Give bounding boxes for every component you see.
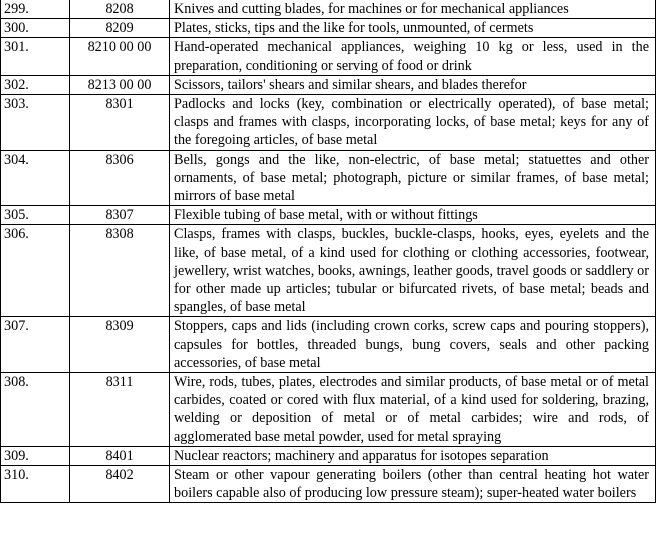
table-row bbox=[1, 19, 656, 38]
description-cell: Padlocks and locks (key, combination or electrically operated), of base metal; clasps and frames with clasps, incorporating locks, of base metal; keys for any of the foregoing articles, of base metal bbox=[170, 95, 656, 151]
serial-number-cell: 306. bbox=[1, 225, 70, 317]
serial-number-cell: 300. bbox=[1, 19, 70, 38]
table-row bbox=[1, 317, 656, 373]
table-row bbox=[1, 75, 656, 94]
serial-number-cell: 309. bbox=[1, 446, 70, 465]
hs-code-cell: 8213 00 00 bbox=[70, 75, 170, 94]
description-cell: Flexible tubing of base metal, with or without fittings bbox=[170, 206, 656, 225]
hs-code-cell: 8308 bbox=[70, 225, 170, 317]
description-cell: Wire, rods, tubes, plates, electrodes and similar products, of base metal or of metal carbides, coated or cored with flux material, of a kind used for soldering, brazing, welding or deposition of metal or of metal carbides; wire and rods, of agglomerated base metal powder, used for metal spraying bbox=[170, 373, 656, 447]
hs-code-cell: 8306 bbox=[70, 150, 170, 206]
table-row bbox=[1, 225, 656, 317]
hs-code-cell: 8301 bbox=[70, 95, 170, 151]
hs-code-cell: 8210 00 00 bbox=[70, 38, 170, 75]
serial-number-cell: 308. bbox=[1, 373, 70, 447]
serial-number-cell: 304. bbox=[1, 150, 70, 206]
description-cell: Stoppers, caps and lids (including crown corks, screw caps and pouring stoppers), capsules for bottles, threaded bungs, bung covers, seals and other packing accessories, of base metal bbox=[170, 317, 656, 373]
description-cell: Nuclear reactors; machinery and apparatus for isotopes separation bbox=[170, 446, 656, 465]
description-cell: Clasps, frames with clasps, buckles, buckle-clasps, hooks, eyes, eyelets and the like, of base metal, of a kind used for clothing or clothing accessories, footwear, jewellery, wrist watches, books, awnings, leather goods, travel goods or saddlery or for other made up articles; tubular or bifurcated rivets, of base metal; beads and spangles, of base metal bbox=[170, 225, 656, 317]
table-row bbox=[1, 206, 656, 225]
hs-code-cell: 8402 bbox=[70, 466, 170, 503]
table-row bbox=[1, 446, 656, 465]
hs-code-cell: 8307 bbox=[70, 206, 170, 225]
table-row bbox=[1, 38, 656, 75]
description-cell: Hand-operated mechanical appliances, weighing 10 kg or less, used in the preparation, conditioning or serving of food or drink bbox=[170, 38, 656, 75]
serial-number-cell: 305. bbox=[1, 206, 70, 225]
hs-code-cell: 8311 bbox=[70, 373, 170, 447]
serial-number-cell: 301. bbox=[1, 38, 70, 75]
description-cell: Bells, gongs and the like, non-electric, of base metal; statuettes and other ornaments, of base metal; photograph, picture or similar frames, of base metal; mirrors of base metal bbox=[170, 150, 656, 206]
table-row bbox=[1, 95, 656, 151]
serial-number-cell: 303. bbox=[1, 95, 70, 151]
serial-number-cell: 310. bbox=[1, 466, 70, 503]
hs-code-cell: 8209 bbox=[70, 19, 170, 38]
serial-number-cell: 307. bbox=[1, 317, 70, 373]
description-cell: Scissors, tailors' shears and similar shears, and blades therefor bbox=[170, 75, 656, 94]
description-cell: Steam or other vapour generating boilers (other than central heating hot water boilers capable also of producing low pressure steam); super-heated water boilers bbox=[170, 466, 656, 503]
description-cell: Knives and cutting blades, for machines or for mechanical appliances bbox=[170, 0, 656, 19]
table-row bbox=[1, 0, 656, 19]
description-cell: Plates, sticks, tips and the like for tools, unmounted, of cermets bbox=[170, 19, 656, 38]
serial-number-cell: 302. bbox=[1, 75, 70, 94]
hs-code-cell: 8401 bbox=[70, 446, 170, 465]
table-row bbox=[1, 466, 656, 503]
table-row bbox=[1, 150, 656, 206]
hs-code-cell: 8208 bbox=[70, 0, 170, 19]
serial-number-cell: 299. bbox=[1, 0, 70, 19]
table-row bbox=[1, 373, 656, 447]
hs-code-cell: 8309 bbox=[70, 317, 170, 373]
